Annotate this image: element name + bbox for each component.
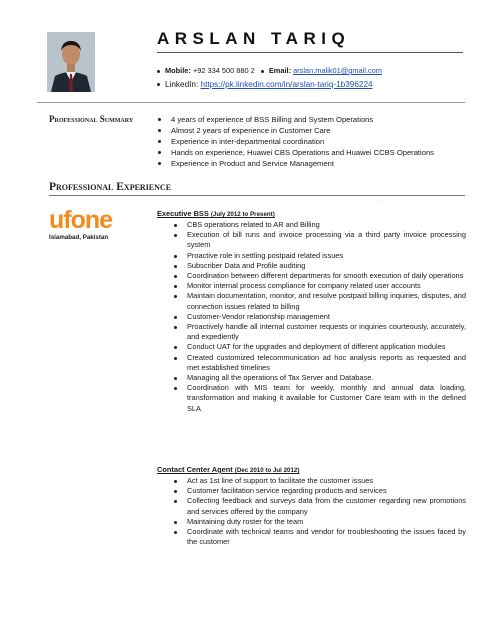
- job-title-text: Contact Center Agent: [157, 465, 233, 474]
- experience-heading: Professional Experience: [49, 181, 172, 193]
- job-duties-list: [172, 220, 466, 414]
- job-dates: (Dec 2010 to Jul 2012): [234, 467, 300, 474]
- ufone-logo: ufone: [49, 206, 113, 234]
- duty-item: Maintaining duty roster for the team: [172, 517, 466, 527]
- company-location: Islamabad, Pakistan: [49, 234, 109, 241]
- summary-item: Hands on experience, Huawei CBS Operations and Huawei CCBS Operations: [156, 147, 456, 158]
- duty-item: Execution of bill runs and invoice processing via a third party invoice processing system: [172, 230, 466, 250]
- duty-item: Coordination between different departments for smooth execution of daily operations: [172, 271, 466, 281]
- job-dates: (July 2012 to Present): [210, 211, 275, 218]
- name-divider: [157, 52, 463, 53]
- job-duties-list: [172, 476, 466, 547]
- duty-item: Coordinate with technical teams and vendor for troubleshooting the issues faced by the customer: [172, 527, 466, 547]
- summary-item: Experience in Product and Service Management: [156, 158, 456, 169]
- person-photo-icon: [47, 32, 95, 92]
- summary-list: [156, 114, 456, 169]
- candidate-name: ARSLAN TARIQ: [157, 29, 351, 48]
- stray-mark: ·: [377, 199, 379, 205]
- duty-item: Created customized telecommunication ad hoc analysis reports as requested and met established timelines: [172, 353, 466, 373]
- mobile-number: +92 334 500 880 2: [192, 66, 255, 75]
- job-title-text: Executive BSS: [157, 209, 209, 218]
- email-link[interactable]: arslan.malik01@gmail.com: [293, 66, 382, 75]
- linkedin-line: [157, 80, 373, 89]
- duty-item: CBS operations related to AR and Billing: [172, 220, 466, 230]
- bullet-icon: [261, 70, 264, 73]
- profile-photo: [47, 32, 95, 92]
- summary-heading: Professional Summary: [49, 114, 134, 124]
- duty-item: Proactive role in settling postpaid related issues: [172, 251, 466, 261]
- duty-item: Collecting feedback and surveys data from the customer regarding new promotions and services offered by the company: [172, 496, 466, 516]
- linkedin-label: LinkedIn:: [165, 80, 199, 89]
- summary-item: Experience in inter-departmental coordination: [156, 136, 456, 147]
- bullet-icon: [157, 83, 160, 86]
- mobile-label: Mobile:: [165, 66, 191, 75]
- contact-line: [157, 66, 382, 75]
- duty-item: Proactively handle all internal customer requests or inquiries courteously, accurately, and expediently: [172, 322, 466, 342]
- email-label: Email:: [268, 66, 292, 75]
- duty-item: Conduct UAT for the upgrades and deployment of different application modules: [172, 342, 466, 352]
- duty-item: Customer facilitation service regarding products and services: [172, 486, 466, 496]
- bullet-icon: [157, 70, 160, 73]
- header-divider: [37, 102, 465, 103]
- linkedin-link[interactable]: https://pk.linkedin.com/in/arslan-tariq-1b396224: [200, 80, 373, 89]
- duty-item: Act as 1st line of support to facilitate the customer issues: [172, 476, 466, 486]
- duty-item: Coordination with MIS team for weekly, monthly and annual data loading, transformation and making it available for Customer Care team with in the defined SLA: [172, 383, 466, 414]
- duty-item: Managing all the operations of Tax Server and Database.: [172, 373, 466, 383]
- summary-item: Almost 2 years of experience in Customer Care: [156, 125, 456, 136]
- duty-item: Monitor internal process compliance for company related user accounts: [172, 281, 466, 291]
- duty-item: Maintain documentation, monitor, and resolve postpaid billing inquiries, disputes, and connection issues related to billing: [172, 291, 466, 311]
- summary-item: 4 years of experience of BSS Billing and System Operations: [156, 114, 456, 125]
- experience-divider: [49, 195, 465, 196]
- duty-item: Customer-Vendor relationship management: [172, 312, 466, 322]
- job-title: [157, 465, 299, 474]
- duty-item: Subscriber Data and Profile auditing: [172, 261, 466, 271]
- job-title: [157, 209, 275, 218]
